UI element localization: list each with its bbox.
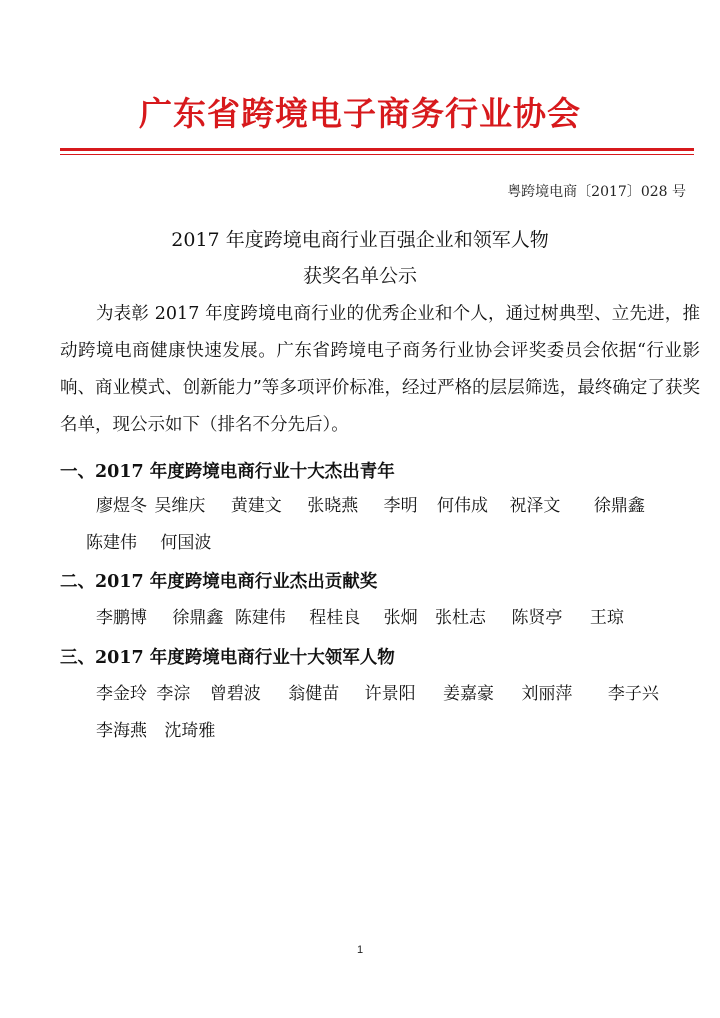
person-name: 曾碧波: [209, 684, 261, 704]
person-name: 李鹏博: [96, 608, 147, 628]
person-name: 黄建文: [230, 496, 282, 516]
person-name: 许景阳: [364, 684, 416, 704]
names-row: [96, 713, 696, 750]
person-name: 李金玲: [96, 684, 147, 704]
person-name: 何国波: [160, 533, 212, 553]
section-heading-2: 二、2017 年度跨境电商行业杰出贡献奖: [60, 572, 378, 592]
section-names-1: [86, 488, 696, 562]
letterhead-rule-thick: [60, 148, 694, 151]
page-number: 1: [356, 944, 364, 956]
person-name: 张晓燕: [307, 496, 359, 516]
person-name: 王琼: [589, 608, 624, 628]
document-number: 粤跨境电商〔2017〕028 号: [507, 184, 686, 200]
person-name: 翁健苗: [288, 684, 340, 704]
section-heading-1: 一、2017 年度跨境电商行业十大杰出青年: [60, 462, 395, 482]
names-row: [86, 525, 696, 562]
names-row: [96, 676, 696, 713]
person-name: 程桂良: [309, 608, 361, 628]
section-names-2: [96, 600, 696, 637]
person-name: 李子兴: [607, 684, 659, 704]
person-name: 李淙: [156, 684, 191, 704]
person-name: 吴维庆: [154, 496, 206, 516]
person-name: 沈琦雅: [164, 721, 216, 741]
letterhead-title: 广东省跨境电子商务行业协会: [139, 94, 581, 133]
document-title-line1: 2017 年度跨境电商行业百强企业和领军人物: [171, 229, 549, 251]
section-heading-3: 三、2017 年度跨境电商行业十大领军人物: [60, 648, 395, 668]
person-name: 何伟成: [437, 496, 489, 516]
person-name: 徐鼎鑫: [593, 496, 645, 516]
person-name: 姜嘉豪: [443, 684, 495, 704]
person-name: 徐鼎鑫: [172, 608, 224, 628]
person-name: 刘丽萍: [521, 684, 573, 704]
person-name: 祝泽文: [509, 496, 561, 516]
person-name: 李海燕: [96, 721, 147, 741]
person-name: 陈建伟: [86, 533, 137, 553]
section-names-3: [96, 676, 696, 750]
person-name: 廖煜冬: [96, 496, 147, 516]
person-name: 陈贤亭: [511, 608, 563, 628]
person-name: 张杜志: [435, 608, 487, 628]
names-row: [96, 488, 696, 525]
document-title-line2: 获奖名单公示: [302, 265, 417, 287]
person-name: 陈建伟: [234, 608, 286, 628]
names-row: [96, 600, 696, 637]
person-name: 张炯: [383, 608, 418, 628]
person-name: 李明: [383, 496, 418, 516]
intro-paragraph: 为表彰 2017 年度跨境电商行业的优秀企业和个人，通过树典型、立先进，推动跨境电商健康快速发展。广东省跨境电子商务行业协会评奖委员会依据“行业影响、商业模式、创新能力”等多项评价标准，经过严格的层层筛选，最终确定了获奖名单，现公示如下（排名不分先后）。: [60, 304, 700, 435]
letterhead-rule-thin: [60, 154, 694, 155]
